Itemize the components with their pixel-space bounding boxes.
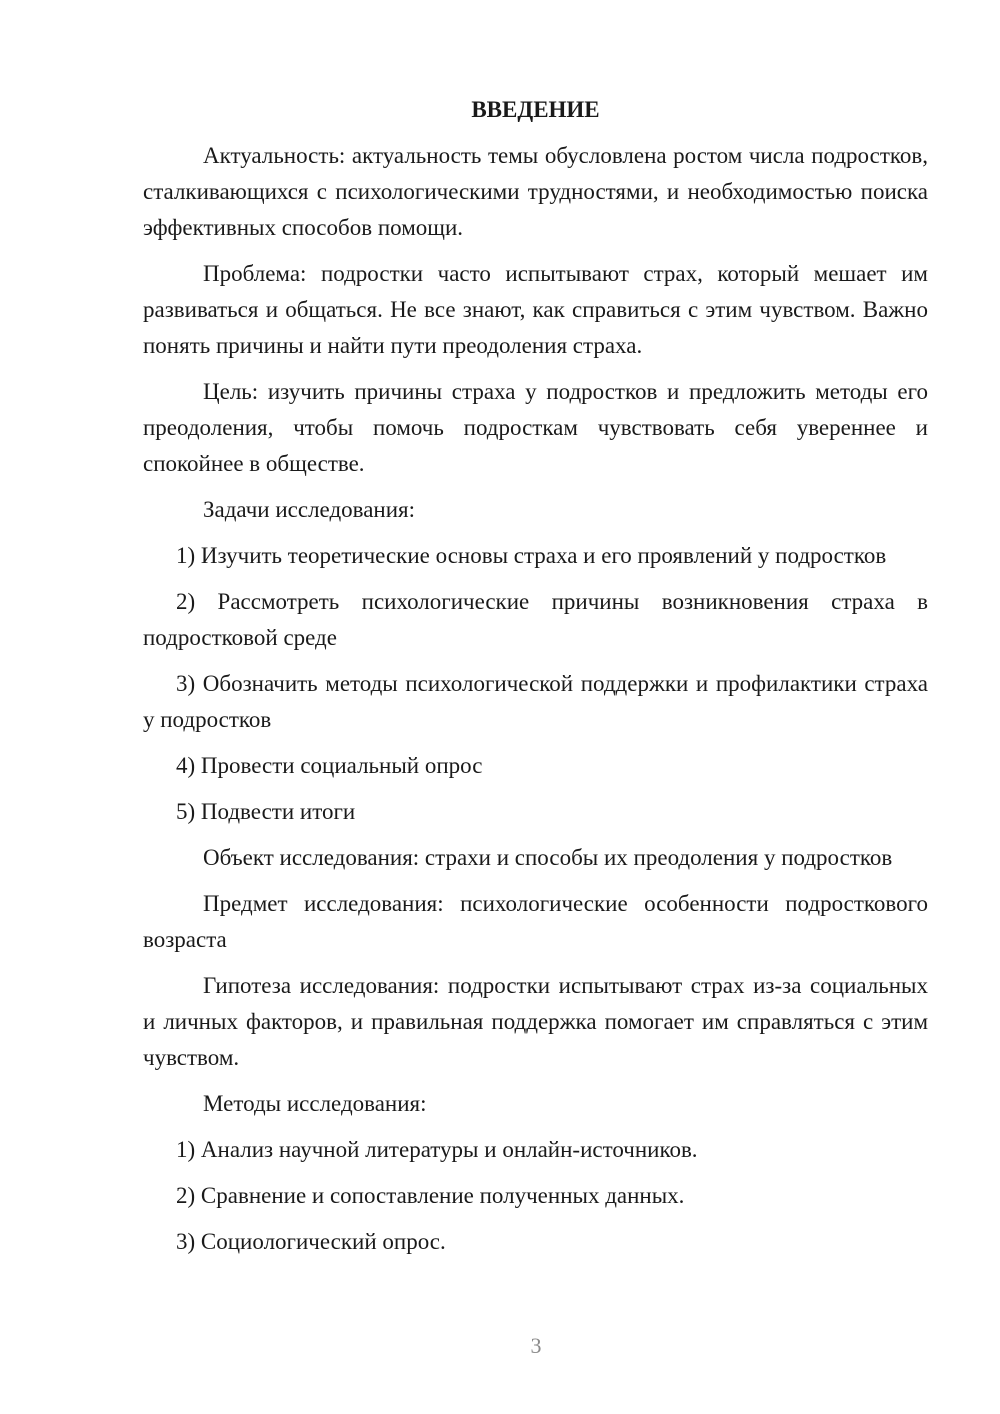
- paragraph-hypothesis: Гипотеза исследования: подростки испытывают страх из-за социальных и личных факторов, и правильная поддержка помогает им справляться с этим чувством.: [143, 973, 928, 1070]
- list-item-task: 5) Подвести итоги: [176, 799, 356, 824]
- list-item-task: 4) Провести социальный опрос: [176, 753, 483, 778]
- paragraph-problem: Проблема: подростки часто испытывают страх, который мешает им развиваться и общаться. Не все знают, как справиться с этим чувством. Важно понять причины и найти пути преодоления страха.: [143, 261, 928, 358]
- list-item-task: 3) Обозначить методы психологической поддержки и профилактики страха у подростков: [143, 671, 928, 732]
- paragraph-goal: Цель: изучить причины страха у подростков и предложить методы его преодоления, чтобы помочь подросткам чувствовать себя увереннее и спокойнее в обществе.: [143, 379, 928, 476]
- page-content: [143, 92, 928, 1270]
- page-title: ВВЕДЕНИЕ: [471, 97, 600, 122]
- page-number: 3: [530, 1333, 542, 1358]
- list-item-method: 1) Анализ научной литературы и онлайн-источников.: [176, 1137, 698, 1162]
- paragraph-tasks-heading: Задачи исследования:: [203, 497, 416, 522]
- paragraph-relevance: Актуальность: актуальность темы обусловлена ростом числа подростков, сталкивающихся с психологическими трудностями, и необходимостью поиска эффективных способов помощи.: [143, 143, 928, 240]
- list-item-task: 1) Изучить теоретические основы страха и его проявлений у подростков: [176, 543, 887, 568]
- list-item-method: 2) Сравнение и сопоставление полученных данных.: [176, 1183, 685, 1208]
- list-item-method: 3) Социологический опрос.: [176, 1229, 446, 1254]
- paragraph-subject: Предмет исследования: психологические особенности подросткового возраста: [143, 891, 928, 952]
- list-item-task: 2) Рассмотреть психологические причины возникновения страха в подростковой среде: [143, 589, 928, 650]
- paragraph-methods-heading: Методы исследования:: [203, 1091, 427, 1116]
- paragraph-object: Объект исследования: страхи и способы их преодоления у подростков: [203, 845, 893, 870]
